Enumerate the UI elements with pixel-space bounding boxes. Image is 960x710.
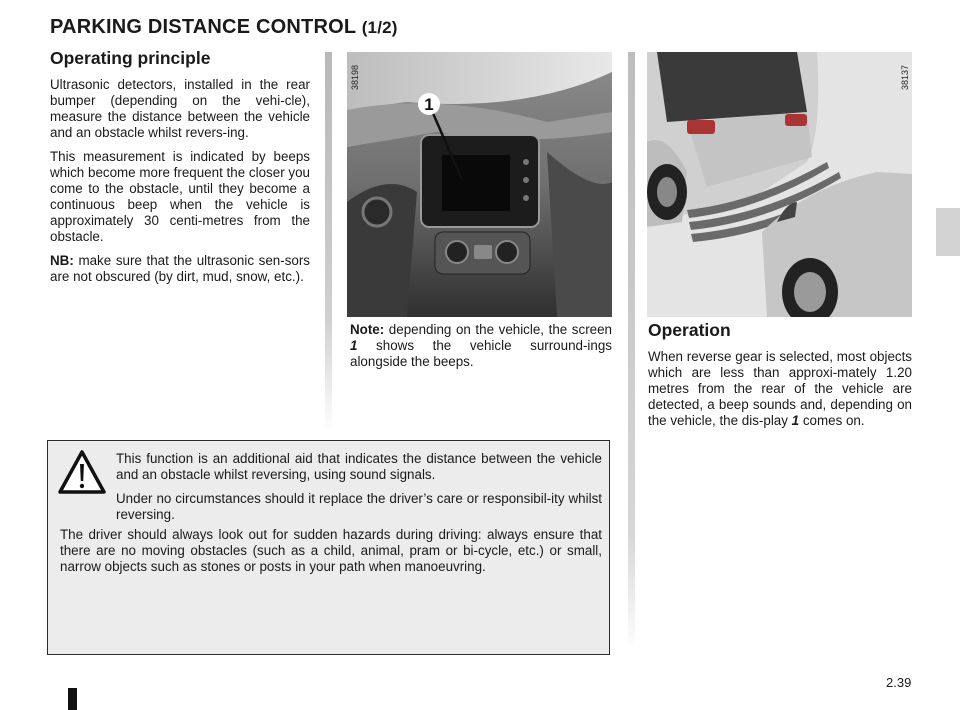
dashboard-screen-photo [347,52,612,317]
warning-text-top [116,451,602,531]
operating-principle-section [50,48,310,293]
nb-paragraph [50,253,310,285]
warning-triangle-icon [58,449,106,495]
column-divider-1 [325,52,332,432]
warning-text-bottom [60,527,602,583]
note-section [350,322,612,378]
warning-paragraph-1: This function is an additional aid that indicates the distance between the vehicle and an obstacle whilst reversing, using sound signals. [116,451,602,482]
figure-ref-38198: 38198 [350,64,360,90]
page-number: 2.39 [886,675,912,690]
operation-paragraph [648,349,912,429]
note-text-a: depending on the vehicle, the screen [384,322,612,337]
warning-paragraph-2: Under no circumstances should it replace the driver’s care or responsibil-ity whilst reversing. [116,491,602,522]
operation-text-b: comes on. [799,413,865,428]
principle-paragraph-1: Ultrasonic detectors, installed in the rear bumper (depending on the vehi-cle), measure the distance between the vehicle and an obstacle whilst revers-ing. [50,77,310,140]
note-text-b: shows the vehicle surround-ings alongside the beeps. [350,338,612,369]
parking-sensor-photo [647,52,912,317]
warning-box [47,440,610,655]
nb-label: NB: [50,253,74,268]
figure-ref-38137: 38137 [900,64,910,90]
operation-text-a: When reverse gear is selected, most objects which are less than approxi-mately 1.20 metres from the rear of the vehicle are detected, a beep sounds and, depending on the vehicle, the dis-play [648,349,912,428]
callout-1: 1 [424,95,434,114]
page-title [50,16,398,39]
principle-paragraph-2: This measurement is indicated by beeps which become more frequent the closer you come to the obstacle, until they become a continuous beep when the vehicle is approximately 30 centi-metres from the obstacle. [50,149,310,244]
warning-paragraph-3: The driver should always look out for sudden hazards during driving: always ensure that there are no moving obstacles (such as a child, animal, pram or bi-cycle, etc.) or small, narrow objects such as stones or posts in your path when manoeuvring. [60,527,602,574]
note-label: Note: [350,322,385,337]
nb-text: make sure that the ultrasonic sen-sors are not obscured (by dirt, mud, snow, etc.). [50,253,310,284]
operation-section [648,320,912,437]
note-paragraph [350,322,612,370]
operation-number: 1 [791,413,800,428]
title-part: (1/2) [361,18,398,37]
title-text: PARKING DISTANCE CONTROL [50,16,356,38]
operation-heading: Operation [648,320,731,340]
column-divider-2 [628,52,635,652]
chapter-tab [936,208,960,256]
operating-principle-heading: Operating principle [50,48,211,68]
footer-bar [68,688,77,710]
note-number: 1 [350,338,358,353]
